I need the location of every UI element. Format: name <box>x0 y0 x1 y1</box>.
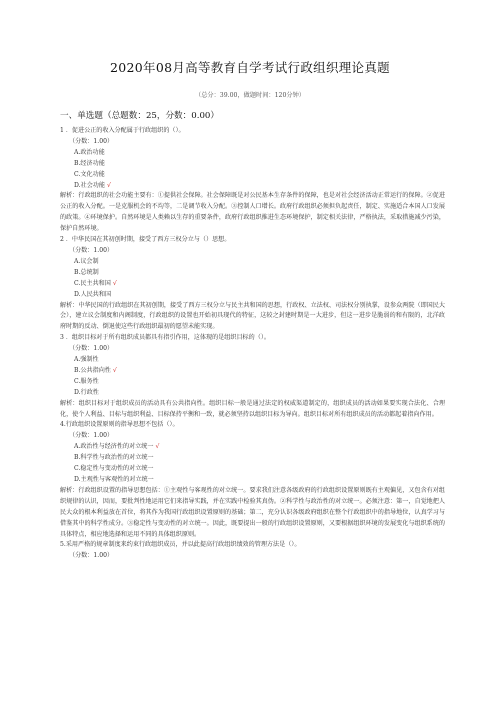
option-d: D.行政性 <box>74 388 99 396</box>
question-score: （分数：1.00） <box>69 345 114 353</box>
option-b: B.经济功能 <box>74 159 105 167</box>
analysis-text: 解析：行政组织的社会功能主要有：①提供社会保障。社会保障既是对公民基本生存条件的保障，也是对社会经济活动正常运行的保障。②促进公正的收入分配。一是克服机会的不均等，二是调节收入分配。③控制人口增长。政府行政组织必须担负起责任，制定、实施适合本国人口发展的政策。④环境保护。自然环境是人类赖以生存的重要条件，政府行政组织推进生态环境保护，制定相关法律，严格执法，采取措施减少污染，保护自然环境。 <box>60 192 445 233</box>
analysis-text: 解析：行政组织设置的指导思想包括：①主观性与客观性的对立统一。要求我们注意各级政府的行政组织设置原则既有主观偏见，又包含有对组织规律的认识，因而，要批判性地运用它们来指导实践，并在实践中检验其真伪。②科学性与政治性的对立统一。必须注意：第一，自觉地把人民大众的根本利益放在首位，将其作为我国行政组织设置原则的基础；第二，充分认识各级政府组织在整个行政组织中的指导地位，认真学习与借鉴其中的科学性成分。③稳定性与变动性的对立统一。因此，既要提出一般的行政组织设置原则，又要根据组织环境的发展变化与组织系统的具体特点，相应地选择和运用不同的具体组织原则。 <box>60 486 445 538</box>
question-stem: 5.采用严格的规章制度来约束行政组织成员，并以此提高行政组织绩效的管理方法是（）。 <box>60 541 301 549</box>
correct-check-icon: √ <box>112 279 117 287</box>
section-heading: 一、单选题（总题数：25，分数：0.00） <box>60 111 219 121</box>
question-score: （分数：1.00） <box>69 246 114 254</box>
correct-check-icon: √ <box>106 181 111 189</box>
question-stem: 2 ．中华民国在其初创时期，接受了西方三权分立与（）思想。 <box>60 236 231 244</box>
question-stem: 3 ．组织目标对于所有组织成员都具有指引作用，这体现的是组织目标的（）。 <box>60 334 270 342</box>
option-b: B.公共指向性 √ <box>74 366 117 374</box>
correct-check-icon: √ <box>112 366 117 374</box>
question-list <box>60 126 445 562</box>
option-a: A.议会制 <box>74 257 99 265</box>
question-stem: 4.行政组织设置原则的指导思想不包括（）。 <box>60 421 179 429</box>
option-a: A.强制性 <box>74 356 99 364</box>
option-d: D.主观性与客观性的对立统一 <box>74 476 154 483</box>
question-score: （分数：1.00） <box>69 552 114 560</box>
correct-check-icon: √ <box>155 443 160 451</box>
question-stem: 1 ．促进公正的收入分配属于行政组织的（）。 <box>60 127 185 134</box>
question-score: （分数：1.00） <box>69 432 114 440</box>
analysis-text: 解析：中华民国的行政组织在其初创期，接受了西方三权分立与民主共和国的思想，行政权、立法权、司法权分别执掌，设参众两院（即国民大会），建立议会制度和内阁制度，行政组织的设置也开始初具现代的特征，这较之封建时期是一大进步，但这一进步是脆弱的和有限的，北洋政府时期的反动、倒退使这些行政组织最初的愿望未能实现。 <box>60 301 445 331</box>
option-a: A.政治功能 <box>74 148 105 156</box>
option-b: B.总统制 <box>74 268 99 276</box>
option-a: A.政治性与经济性的对立统一 √ <box>74 443 160 451</box>
option-c: C.服务性 <box>74 377 99 385</box>
option-c: C.稳定性与变动性的对立统一 <box>74 465 154 473</box>
analysis-text: 解析：组织目标对于组织成员的活动具有公共指向性。组织目标一般是通过法定的权威渠道制定的，组织成员的活动如果要实现合法化、合理化，使个人利益、目标与组织利益、目标保持平衡和一致，就必须坚持以组织目标为导向。组织目标对所有组织成员的活动都起着指向作用。 <box>60 399 445 418</box>
question-score: （分数：1.00） <box>69 137 114 145</box>
option-d: D.人民共和国 <box>74 290 112 298</box>
option-d: D.社会功能 √ <box>74 181 111 189</box>
exam-info: （总分：39.00，做题时间：120分钟） <box>195 92 305 99</box>
page-title: 2020年08月高等教育自学考试行政组织理论真题 <box>110 60 390 75</box>
option-b: B.科学性与政治性的对立统一 <box>74 454 154 462</box>
option-c: C.文化功能 <box>74 170 105 178</box>
option-c: C.民主共和国 √ <box>74 279 117 287</box>
